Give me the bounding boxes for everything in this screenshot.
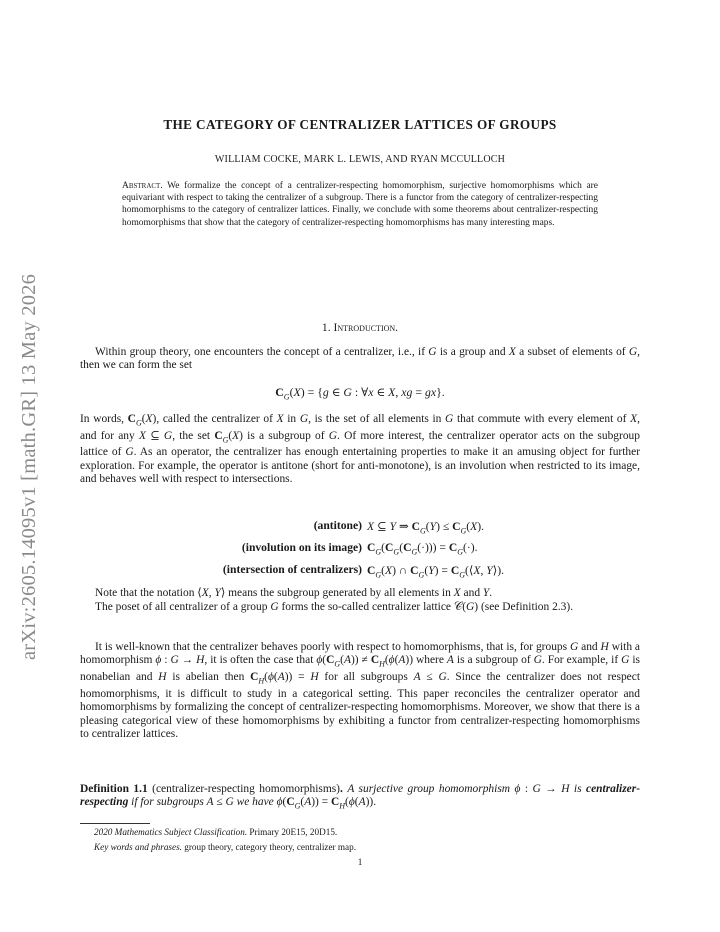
property-antitone (80, 519, 640, 535)
footnote-rule (80, 823, 150, 824)
msc-text: Primary 20E15, 20D15. (247, 827, 338, 837)
property-label-antitone: (antitone) (313, 519, 362, 532)
definition-parenthetical: (centralizer-respecting homomorphisms) (147, 783, 340, 795)
property-label-intersection: (intersection of centralizers) (222, 563, 362, 576)
property-intersection (80, 563, 640, 579)
paper-authors: WILLIAM COCKE, MARK L. LEWIS, AND RYAN MCCULLOCH (214, 154, 506, 165)
property-formula-intersection: $C_G(X)$ ∩ $C_G(Y)$ = $C_G(⟨X$, Y⟩). (367, 564, 505, 580)
intro-paragraph-4: The poset of all centralizer of a group G forms the so-called centralizer lattice 𝒞(G) (see Definition 2.3). (95, 601, 574, 613)
property-involution (80, 541, 640, 557)
intro-paragraph-3: Note that the notation ⟨X, Y⟩ means the subgroup generated by all elements in X and Y. (95, 587, 493, 599)
paper-title: THE CATEGORY OF CENTRALIZER LATTICES OF GROUPS (163, 117, 557, 132)
arxiv-identifier-stamp: arXiv:2605.14095v1 [math.GR] 13 May 2026 (18, 273, 40, 660)
property-formula-involution: $C_G(C_G(C_G(\cdot))) = C_G(\cdot)$. (367, 541, 478, 557)
page-number: 1 (357, 857, 363, 867)
definition-term: centralizer-respecting (80, 783, 641, 809)
intro-paragraph-2: In words, $C_G(X)$, called the centralizer of X in G, is the set of all elements in G that commute with every element of X, and for any X ⊆ G, the set $C_G(X)$ is a subgroup of G. Of more interest, the centralizer operator acts on the subgroup lattice of G. As an operator, the centralizer has enough entertaining properties to make it an amusing object for further exploration. For example, the operator is antitone (short for anti-monotone), is an involution when restricted to its image, and behaves well with respect to intersections. (80, 413, 641, 486)
section-number: 1. (321, 321, 331, 334)
property-label-involution: (involution on its image) (241, 541, 362, 554)
centralizer-definition-equation: $C_G(X) = \{g$ ∈ G : ∀x ∈ X, xg = gx}. (275, 385, 445, 402)
property-formula-antitone: X ⊆ Y ⇒ $C_G(Y) \le C_G(X)$. (367, 520, 484, 536)
abstract-text: We formalize the concept of a centralizer-respecting homomorphism, surjective homomorphisms which are equivariant with respect to taking the centralizer of a subgroup. There is a functor from the category of centralizer-respecting homomorphisms to the category of centralizer lattices. Finally, we conclude with some theorems about centralizer-respecting homomorphisms that show that the category of centralizer-respecting homomorphisms has many interesting maps. (122, 181, 598, 228)
footnote-msc (80, 826, 640, 838)
section-heading (80, 321, 640, 334)
definition-heading: Definition 1.1 (80, 783, 148, 795)
footnote-keywords (80, 841, 640, 853)
keywords-text: group theory, category theory, centralizer map. (181, 842, 357, 852)
keywords-label: Key words and phrases. (94, 842, 182, 852)
msc-label: 2020 Mathematics Subject Classification. (94, 827, 248, 837)
section-title: Introduction. (333, 321, 399, 334)
abstract-label: Abstract. (122, 181, 163, 191)
intro-paragraph-1: Within group theory, one encounters the concept of a centralizer, i.e., if G is a group and X a subset of elements of G, then we can form the set (80, 346, 640, 372)
definition-1-1: Definition 1.1 (centralizer-respecting homomorphisms). A surjective group homomorphism ϕ : G → H is centralizer-respecting if for subgroups A ≤ G we have $\phi(C_G(A)) = C_H(\phi(A))$. (80, 783, 641, 811)
intro-paragraph-5: It is well-known that the centralizer behaves poorly with respect to homomorphisms, that is, for groups G and H with a homomorphism ϕ : G → H, it is often the case that $\phi(C_G(A)) \ne C_H(\phi(A))$ where A is a subgroup of G. For example, if G is nonabelian and H is abelian then $C_H(\phi(A)) = H$ for all subgroups A ≤ G. Since the centralizer does not respect homomorphisms, it is difficult to study in a categorical setting. This paper reconciles the centralizer operator and homomorphisms by formalizing the concept of centralizer-respecting homomorphisms. Moreover, we show that there is a pleasing categorical view of these homomorphisms by exhibiting a functor from centralizer-respecting homomorphisms to centralizer lattices. (80, 641, 640, 740)
abstract (122, 180, 598, 229)
